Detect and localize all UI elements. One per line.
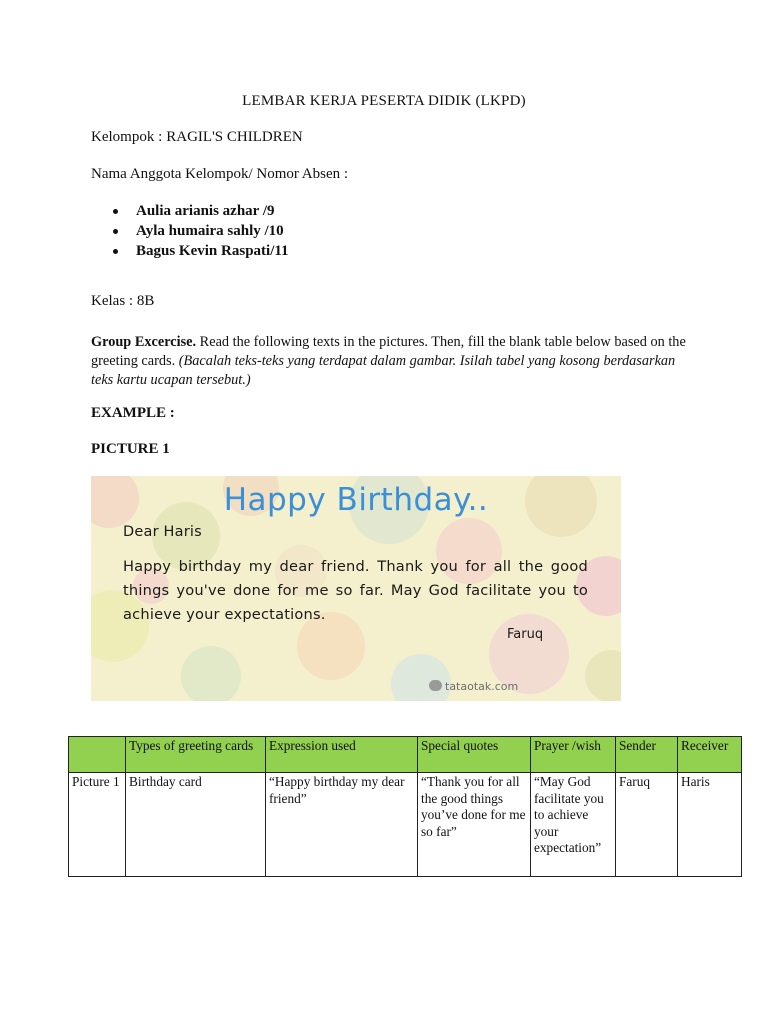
bullet-icon bbox=[113, 209, 118, 214]
class-line: Kelas : 8B bbox=[91, 293, 155, 309]
member-name: Bagus Kevin Raspati/11 bbox=[136, 243, 289, 259]
bullet-icon bbox=[113, 249, 118, 254]
table-cell: “Happy birthday my dear friend” bbox=[266, 773, 418, 877]
members-label: Nama Anggota Kelompok/ Nomor Absen : bbox=[91, 166, 349, 182]
picture-label: PICTURE 1 bbox=[91, 441, 170, 457]
document-title: LEMBAR KERJA PESERTA DIDIK (LKPD) bbox=[242, 93, 526, 109]
greeting-card-image bbox=[91, 476, 621, 701]
table-row bbox=[69, 773, 742, 877]
table-header: Receiver bbox=[678, 737, 742, 773]
greeting-card-table bbox=[68, 736, 742, 877]
group-line bbox=[91, 129, 303, 146]
list-item bbox=[111, 222, 289, 242]
member-list bbox=[111, 202, 289, 262]
table-header-row bbox=[69, 737, 742, 773]
exercise-heading: Group Excercise. bbox=[91, 334, 197, 350]
member-name: Ayla humaira sahly /10 bbox=[136, 223, 284, 239]
table-header: Expression used bbox=[266, 737, 418, 773]
brain-icon bbox=[429, 680, 442, 691]
list-item bbox=[111, 202, 289, 222]
card-salutation: Dear Haris bbox=[123, 524, 202, 540]
exercise-text: Read the following texts in the pictures. Then, fill the blank table below based on the greeting cards. bbox=[91, 334, 686, 369]
table-header: Special quotes bbox=[418, 737, 531, 773]
card-watermark bbox=[429, 680, 518, 693]
group-label: Kelompok : bbox=[91, 129, 163, 145]
example-label: EXAMPLE : bbox=[91, 405, 175, 421]
table-cell: “Thank you for all the good things you’ve done for me so far” bbox=[418, 773, 531, 877]
table-header: Types of greeting cards bbox=[126, 737, 266, 773]
table-header bbox=[69, 737, 126, 773]
exercise-instructions bbox=[91, 333, 691, 390]
table-cell: “May God facilitate you to achieve your expectation” bbox=[531, 773, 616, 877]
bullet-icon bbox=[113, 229, 118, 234]
exercise-translation: (Bacalah teks-teks yang terdapat dalam gambar. Isilah tabel yang kosong berdasarkan teks kartu ucapan tersebut.) bbox=[91, 353, 676, 388]
table-header: Prayer /wish bbox=[531, 737, 616, 773]
table-cell: Birthday card bbox=[126, 773, 266, 877]
table-cell: Picture 1 bbox=[69, 773, 126, 877]
card-sender: Faruq bbox=[507, 627, 544, 642]
table-cell: Haris bbox=[678, 773, 742, 877]
table-header: Sender bbox=[616, 737, 678, 773]
list-item bbox=[111, 242, 289, 262]
card-message: Happy birthday my dear friend. Thank you for all the good things you've done for me so far. May God facilitate you to achieve your expectations. bbox=[123, 558, 588, 623]
watermark-text: tataotak.com bbox=[445, 680, 519, 693]
table-cell: Faruq bbox=[616, 773, 678, 877]
card-heading: Happy Birthday.. bbox=[223, 482, 489, 518]
group-name: RAGIL'S CHILDREN bbox=[166, 129, 303, 145]
member-name: Aulia arianis azhar /9 bbox=[136, 203, 275, 219]
